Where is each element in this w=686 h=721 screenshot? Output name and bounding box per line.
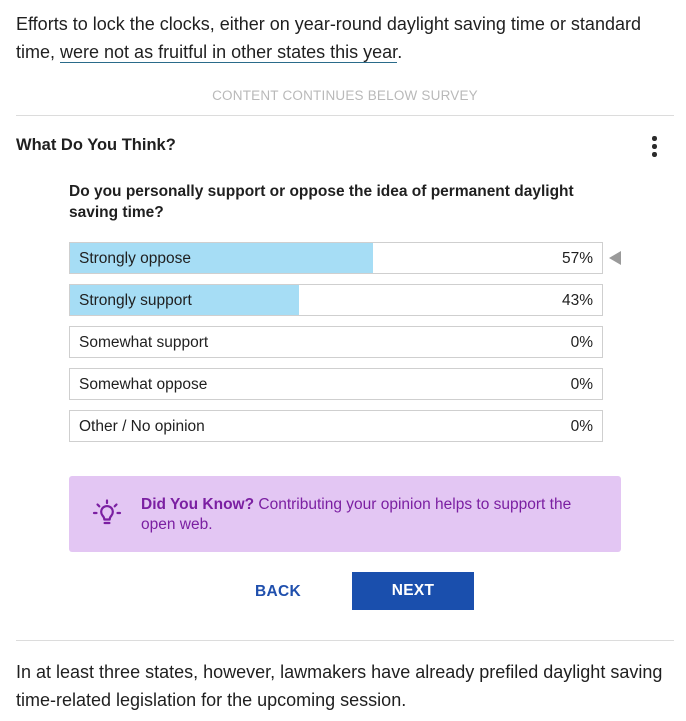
option-percent: 0%: [570, 418, 593, 435]
selected-answer-arrow-icon: [609, 251, 621, 265]
survey-question: Do you personally support or oppose the idea of permanent daylight saving time?: [69, 183, 574, 221]
survey-options: [69, 242, 603, 452]
next-button[interactable]: NEXT: [352, 572, 474, 610]
did-you-know-text: [141, 495, 596, 535]
option-percent: 0%: [570, 334, 593, 351]
option-label: Strongly oppose: [79, 250, 192, 267]
lightbulb-icon: [89, 496, 125, 532]
survey-option-other-no-opinion[interactable]: [69, 410, 603, 442]
option-percent: 0%: [570, 376, 593, 393]
option-label: Other / No opinion: [79, 418, 205, 435]
survey-bottom-divider: [16, 640, 674, 641]
article-paragraph-intro: [16, 10, 666, 66]
survey-option-somewhat-oppose[interactable]: [69, 368, 603, 400]
option-label: Strongly support: [79, 292, 192, 309]
survey-option-somewhat-support[interactable]: [69, 326, 603, 358]
survey-option-strongly-oppose[interactable]: [69, 242, 603, 274]
option-label: Somewhat support: [79, 334, 209, 351]
option-percent: 43%: [561, 292, 593, 309]
did-you-know-banner: [69, 476, 621, 552]
article-paragraph-outro: In at least three states, however, lawmakers have already prefiled daylight saving time-related legislation for the upcoming session.: [16, 662, 663, 710]
did-you-know-heading: Did You Know?: [141, 496, 255, 513]
did-you-know-body: Contributing your opinion helps to support the open web.: [141, 496, 572, 533]
article-link[interactable]: were not as fruitful in other states this year: [60, 42, 398, 62]
intro-text: Efforts to lock the clocks, either on year-round daylight saving time or standard time,: [16, 14, 641, 62]
survey-top-divider: [16, 115, 674, 116]
intro-period: .: [397, 42, 403, 62]
kebab-menu-icon[interactable]: [644, 135, 664, 161]
back-button[interactable]: BACK: [237, 574, 319, 610]
content-continues-label: CONTENT CONTINUES BELOW SURVEY: [212, 88, 478, 103]
survey-option-strongly-support[interactable]: [69, 284, 603, 316]
option-label: Somewhat oppose: [79, 376, 208, 393]
option-percent: 57%: [561, 250, 593, 267]
survey-title: What Do You Think?: [16, 136, 176, 154]
